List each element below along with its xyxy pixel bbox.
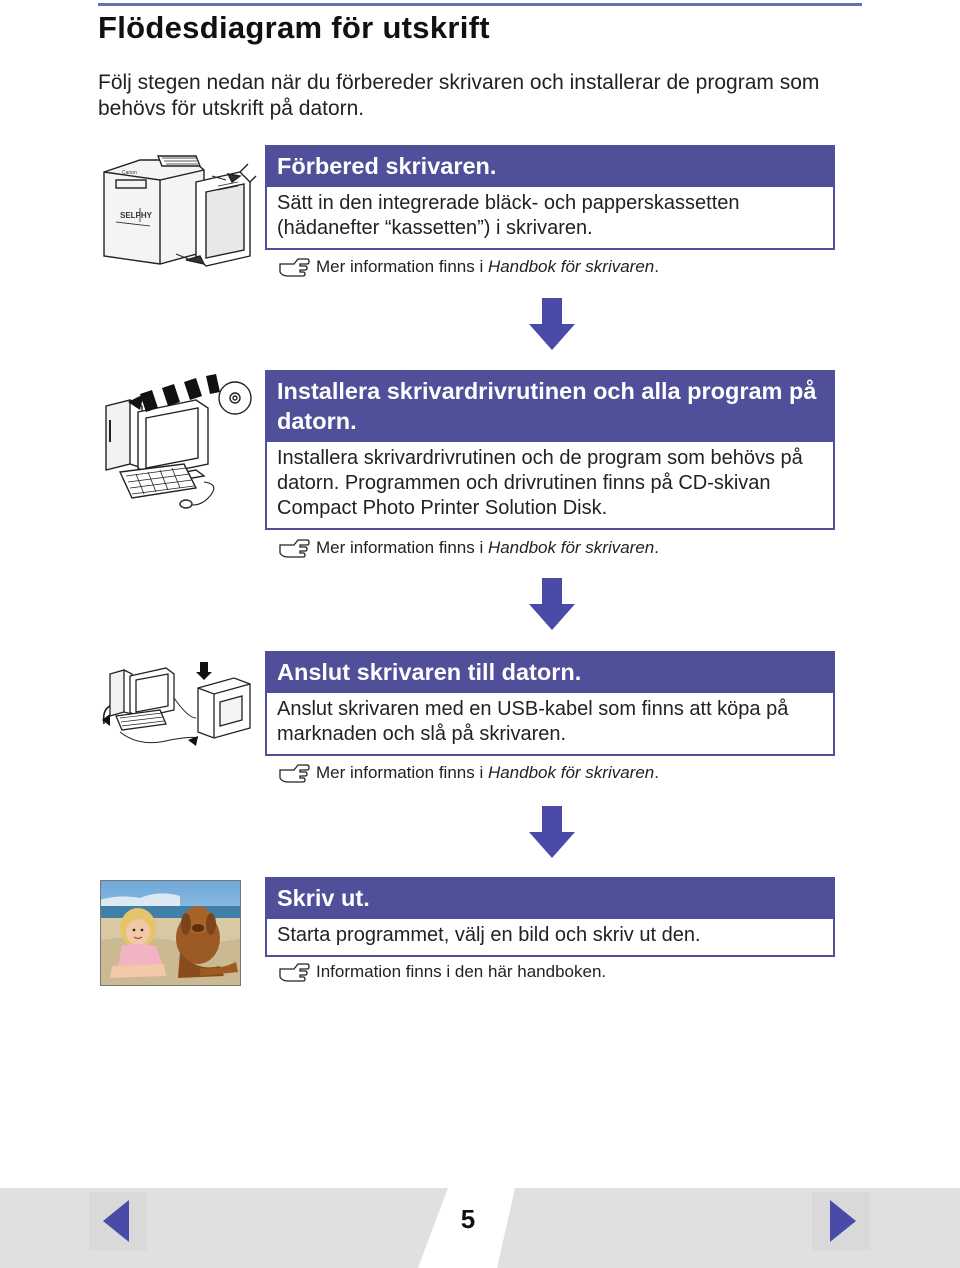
pointing-hand-icon [278,256,310,278]
reference-emphasis: Handbok för skrivaren [487,538,655,557]
step-body: Anslut skrivaren med en USB-kabel som finns att köpa på marknaden och slå på skrivaren. [277,698,789,745]
step-connect-printer [265,651,835,756]
page-number: 5 [460,1204,476,1234]
arrow-down-icon [529,578,575,630]
step-heading: Anslut skrivaren till datorn. [267,653,833,693]
beach-photo-illustration [100,880,241,986]
pointing-hand-icon [278,961,310,983]
reference-note [278,961,606,983]
step-heading: Förbered skrivaren. [267,147,833,187]
reference-suffix: . [654,538,659,557]
page-title: Flödesdiagram för utskrift [98,10,490,45]
intro-text: Följ stegen nedan när du förbereder skrivaren och installerar de program som behövs för utskrift på datorn. [98,71,820,120]
computer-printer-connection-illustration [100,658,260,750]
computer-cd-illustration [100,372,260,514]
reference-prefix: Mer information finns i [316,538,488,557]
step-print [265,877,835,957]
title-rule [98,3,862,6]
reference-suffix: . [654,763,659,782]
pointing-hand-icon [278,537,310,559]
reference-emphasis: Handbok för skrivaren [487,257,655,276]
reference-note [278,762,659,784]
step-heading: Installera skrivardrivrutinen och alla program på datorn. [267,372,833,442]
reference-prefix: Information finns i den här handboken. [316,962,607,981]
reference-suffix: . [654,257,659,276]
step-install-software [265,370,835,530]
step-heading: Skriv ut. [267,879,833,919]
step-body: Sätt in den integrerade bläck- och papperskassetten (hädanefter “kassetten”) i skrivaren. [277,192,740,239]
step-body: Starta programmet, välj en bild och skriv ut den. [277,924,701,946]
next-page-button[interactable] [812,1192,870,1250]
step-prepare-printer [265,145,835,250]
arrow-down-icon [529,806,575,858]
step-body: Installera skrivardrivrutinen och de program som behövs på datorn. Programmen och drivrutinen finns på CD-skivan Compact Photo Printer Solution Disk. [277,447,803,519]
triangle-right-icon [812,1192,870,1250]
reference-emphasis: Handbok för skrivaren [487,763,655,782]
reference-note [278,256,659,278]
triangle-left-icon [89,1192,147,1250]
pointing-hand-icon [278,762,310,784]
reference-prefix: Mer information finns i [316,257,488,276]
reference-note [278,537,659,559]
previous-page-button[interactable] [89,1192,147,1250]
reference-prefix: Mer information finns i [316,763,488,782]
printer-model-label: SELPHY [120,211,153,220]
printer-brand-label: Canon [122,170,137,176]
printer-cassette-illustration [100,152,260,274]
arrow-down-icon [529,298,575,350]
